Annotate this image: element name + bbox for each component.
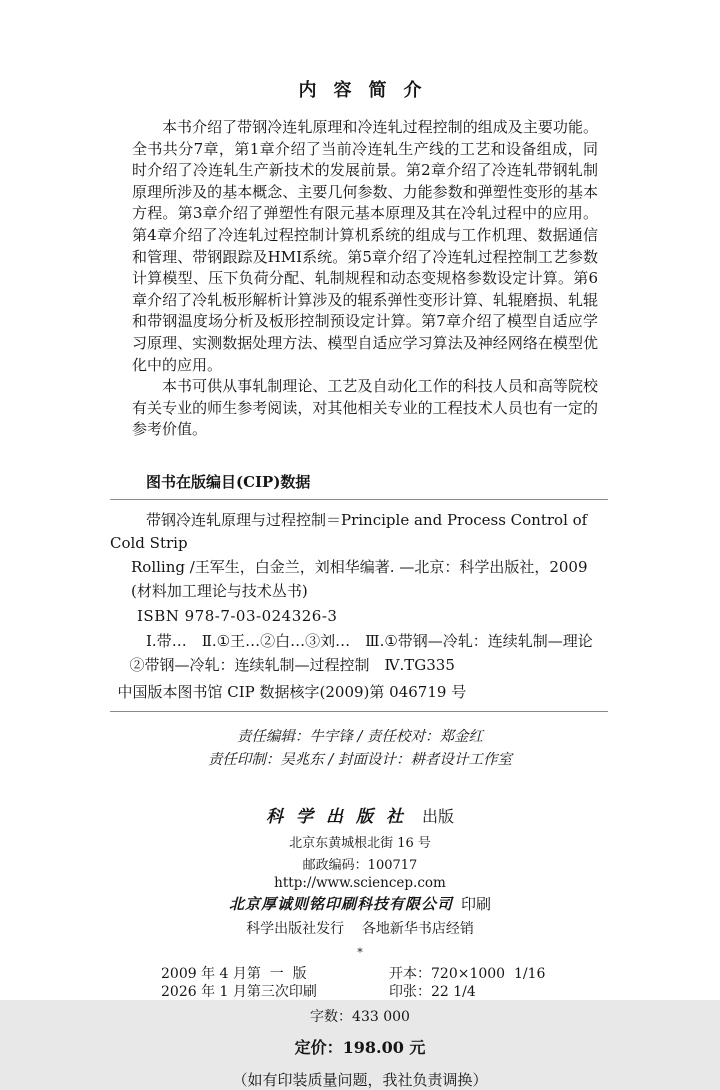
printer-suffix: 印刷 [461, 894, 492, 913]
publisher-url: http://www.sciencep.com [274, 874, 446, 891]
printing-date: 2026 年 1 月第三次印刷 [161, 984, 317, 1001]
cip-classification-line-2: ②带钢—冷轧：连续轧制—过程控制 Ⅳ.TG335 [129, 655, 455, 674]
divider-bottom [110, 711, 608, 712]
staff-credits [0, 726, 720, 772]
cip-body [110, 509, 608, 705]
page-title: 内容简介 [298, 80, 439, 101]
publisher-logo-text: 科学出版社 [265, 806, 416, 827]
edition-row-2 [0, 983, 720, 1002]
publisher-name [0, 802, 720, 827]
edition-row-1 [0, 965, 720, 984]
summary-paragraph-2: 本书可供从事轧制理论、工艺及自动化工作的科技人员和高等院校有关专业的师生参考阅读，对其他相关专业的工程技术人员也有一定的参考价值。 [132, 377, 598, 439]
divider-top [110, 499, 608, 500]
cip-classification-line-1: Ⅰ.带… Ⅱ.①王…②白…③刘… Ⅲ.①带钢—冷轧：连续轧制—理论 [146, 632, 593, 651]
publisher-postcode: 邮政编码：100717 [302, 857, 418, 873]
edition-block [0, 965, 720, 1026]
cip-record-number: 中国版本图书馆 CIP 数据核字(2009)第 046719 号 [117, 683, 467, 702]
publisher-suffix: 出版 [421, 806, 454, 826]
edition-date: 2009 年 4 月第 一 版 [161, 965, 307, 982]
editor-credit: 责任编辑：牛宇锋 / 责任校对：郑金红 [236, 728, 484, 745]
printer-line [0, 893, 720, 914]
content-summary [132, 117, 598, 441]
cip-block [110, 471, 608, 712]
isbn: ISBN 978-7-03-024326-3 [137, 606, 338, 625]
price: 定价：198.00 元 [294, 1037, 426, 1057]
cip-description-line-1: 带钢冷连轧原理与过程控制＝Principle and Process Control of Cold Strip [110, 510, 588, 553]
book-series: (材料加工理论与技术丛书) [131, 582, 308, 601]
summary-paragraph-1: 本书介绍了带钢冷连轧原理和冷连轧过程控制的组成及主要功能。全书共分7章，第1章介绍了当前冷连轧生产线的工艺和设备组成，同时介绍了冷连轧生产新技术的发展前景。第2章介绍了冷连轧带钢轧制原理所涉及的基本概念、主要几何参数、力能参数和弹塑性变形的基本方程。第3章介绍了弹塑性有限元基本原理及其在冷轧过程中的应用。第4章介绍了冷连轧过程控制计算机系统的组成与工作机理、数据通信和管理、带钢跟踪及HMI系统。第5章介绍了冷连轧过程控制工艺参数计算模型、压下负荷分配、轧制规程和动态变规格参数设定计算。第6章介绍了冷轧板形解析计算涉及的辊系弹性变形计算、轧辊磨损、轧辊和带钢温度场分析及板形控制预设定计算。第7章介绍了模型自适应学习原理、实测数据处理方法、模型自适应学习算法及神经网络在模型优化中的应用。 [132, 118, 598, 374]
quality-note: （如有印装质量问题，我社负责调换） [232, 1070, 488, 1089]
format-size: 开本：720×1000 1/16 [389, 965, 546, 982]
printing-credit: 责任印制：吴兆东 / 封面设计：耕者设计工作室 [207, 751, 513, 768]
publisher-block [0, 802, 720, 959]
word-count: 字数：433 000 [310, 1008, 410, 1025]
cip-heading: 图书在版编目(CIP)数据 [146, 472, 311, 491]
separator-asterisk: * [357, 945, 363, 959]
printer-company: 北京厚诚则铭印刷科技有限公司 [228, 894, 453, 913]
cip-description [110, 509, 608, 580]
publisher-address: 北京东黄城根北街 16 号 [289, 835, 431, 851]
cip-classification [110, 630, 608, 677]
distribution-line: 科学出版社发行 各地新华书店经销 [246, 920, 474, 937]
sheet-count: 印张：22 1/4 [389, 984, 476, 1001]
cip-description-line-2: Rolling /王军生，白金兰，刘相华编著. —北京：科学出版社，2009 [131, 557, 588, 576]
